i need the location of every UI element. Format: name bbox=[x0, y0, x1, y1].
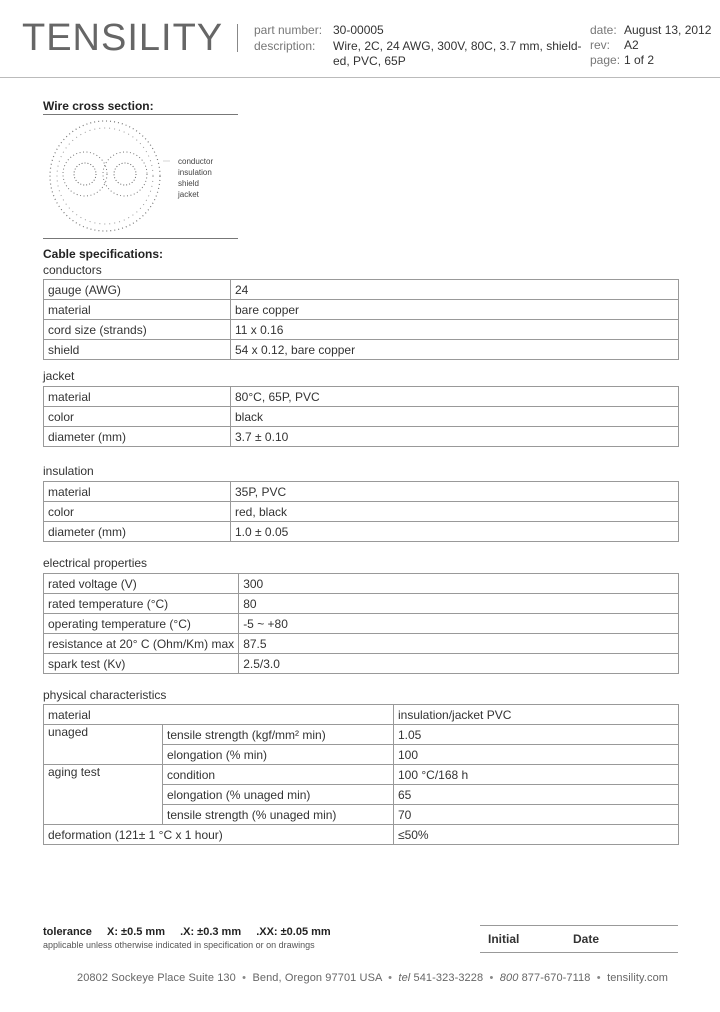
physical-table bbox=[43, 704, 679, 845]
bullet-icon: • bbox=[239, 972, 250, 984]
tolerance-xx: .X: ±0.3 mm bbox=[180, 926, 242, 938]
spec-label: operating temperature (°C) bbox=[44, 614, 239, 634]
table-row bbox=[44, 765, 679, 785]
spec-value: 11 x 0.16 bbox=[231, 320, 679, 340]
signoff-initial-label: Initial bbox=[488, 932, 520, 946]
table-row bbox=[44, 320, 679, 340]
insulation-right bbox=[103, 152, 147, 196]
table-row bbox=[44, 725, 679, 745]
footer-tel-label: tel bbox=[398, 972, 411, 984]
spec-value: 100 °C/168 h bbox=[394, 765, 679, 785]
rev-value: A2 bbox=[624, 38, 639, 52]
spec-value: 24 bbox=[231, 280, 679, 300]
spec-value: 70 bbox=[394, 805, 679, 825]
jacket-outline bbox=[50, 121, 160, 231]
physical-label: physical characteristics bbox=[43, 688, 167, 702]
date-label: date: bbox=[590, 23, 617, 37]
legend-insulation: insulation bbox=[178, 168, 212, 177]
spec-value: 80°C, 65P, PVC bbox=[231, 387, 679, 407]
spec-value: 1.0 ± 0.05 bbox=[231, 522, 679, 542]
conductors-label: conductors bbox=[43, 263, 102, 277]
shield-outline bbox=[57, 128, 153, 224]
cable-specs-title: Cable specifications: bbox=[43, 247, 164, 261]
material-label: material bbox=[44, 705, 394, 725]
part-number-label: part number: bbox=[254, 23, 323, 37]
cross-section-legend bbox=[178, 156, 213, 200]
cross-section-title: Wire cross section: bbox=[43, 99, 154, 113]
spec-value: 300 bbox=[239, 574, 679, 594]
spec-value: -5 ~ +80 bbox=[239, 614, 679, 634]
spec-label: material bbox=[44, 300, 231, 320]
date-value: August 13, 2012 bbox=[624, 23, 712, 37]
spec-label: diameter (mm) bbox=[44, 522, 231, 542]
electrical-table bbox=[43, 573, 679, 674]
aging-test-label: aging test bbox=[44, 765, 163, 825]
spec-label: rated voltage (V) bbox=[44, 574, 239, 594]
bullet-icon: • bbox=[486, 972, 497, 984]
table-row bbox=[44, 407, 679, 427]
spec-label: cord size (strands) bbox=[44, 320, 231, 340]
table-row bbox=[44, 340, 679, 360]
conductor-right bbox=[114, 163, 136, 185]
spec-label: condition bbox=[163, 765, 394, 785]
table-row bbox=[44, 654, 679, 674]
spec-label: diameter (mm) bbox=[44, 427, 231, 447]
tolerance-x: X: ±0.5 mm bbox=[106, 926, 165, 938]
page-value: 1 of 2 bbox=[624, 53, 655, 67]
bullet-icon: • bbox=[385, 972, 396, 984]
deformation-value: ≤50% bbox=[394, 825, 679, 845]
description-label: description: bbox=[254, 39, 316, 53]
insulation-left bbox=[63, 152, 107, 196]
deformation-label: deformation (121± 1 °C x 1 hour) bbox=[44, 825, 394, 845]
table-row bbox=[44, 825, 679, 845]
footer-web-link[interactable]: tensility.com bbox=[607, 972, 669, 984]
spec-value: 2.5/3.0 bbox=[239, 654, 679, 674]
signoff-date-label: Date bbox=[573, 932, 600, 946]
material-value: insulation/jacket PVC bbox=[394, 705, 679, 725]
footer-address: 20802 Sockeye Place Suite 130 bbox=[77, 972, 236, 984]
spec-value: 54 x 0.12, bare copper bbox=[231, 340, 679, 360]
spec-label: elongation (% min) bbox=[163, 745, 394, 765]
insulation-label: insulation bbox=[43, 464, 94, 478]
conductor-left bbox=[74, 163, 96, 185]
footer-tollfree-label: 800 bbox=[499, 972, 519, 984]
header-divider bbox=[237, 24, 238, 52]
table-row bbox=[44, 280, 679, 300]
legend-shield: shield bbox=[178, 179, 199, 188]
spec-value: bare copper bbox=[231, 300, 679, 320]
table-row bbox=[44, 634, 679, 654]
electrical-label: electrical properties bbox=[43, 556, 148, 570]
table-row bbox=[44, 300, 679, 320]
spec-value: red, black bbox=[231, 502, 679, 522]
legend-jacket: jacket bbox=[178, 190, 199, 199]
company-logo: TENSILITY bbox=[22, 17, 224, 59]
table-row bbox=[44, 482, 679, 502]
description-line-2: ed, PVC, 65P bbox=[333, 54, 406, 68]
unaged-label: unaged bbox=[44, 725, 163, 765]
spec-label: elongation (% unaged min) bbox=[163, 785, 394, 805]
spec-value: 87.5 bbox=[239, 634, 679, 654]
signoff-rule-top bbox=[480, 925, 678, 926]
legend-conductor: conductor bbox=[178, 157, 214, 166]
conductors-table bbox=[43, 279, 679, 360]
table-row bbox=[44, 502, 679, 522]
spec-label: resistance at 20° C (Ohm/Km) max bbox=[44, 634, 239, 654]
insulation-table bbox=[43, 481, 679, 542]
cable-cross-section-diagram bbox=[45, 116, 170, 236]
cross-section-rule-bottom bbox=[43, 238, 238, 239]
jacket-label: jacket bbox=[43, 369, 75, 383]
spec-value: 35P, PVC bbox=[231, 482, 679, 502]
bullet-icon: • bbox=[593, 972, 604, 984]
header-rule bbox=[0, 77, 720, 78]
footer-city: Bend, Oregon 97701 USA bbox=[252, 972, 382, 984]
spec-value: 1.05 bbox=[394, 725, 679, 745]
cross-section-rule-top bbox=[43, 114, 238, 115]
table-row bbox=[44, 522, 679, 542]
spec-label: tensile strength (% unaged min) bbox=[163, 805, 394, 825]
spec-label: tensile strength (kgf/mm² min) bbox=[163, 725, 394, 745]
spec-value: 100 bbox=[394, 745, 679, 765]
jacket-table bbox=[43, 386, 679, 447]
spec-label: rated temperature (°C) bbox=[44, 594, 239, 614]
tolerance-note: applicable unless otherwise indicated in specification or on drawings bbox=[43, 940, 315, 950]
spec-label: color bbox=[44, 502, 231, 522]
spec-label: spark test (Kv) bbox=[44, 654, 239, 674]
tolerance-label: tolerance bbox=[43, 926, 92, 938]
table-row bbox=[44, 574, 679, 594]
spec-label: shield bbox=[44, 340, 231, 360]
rev-label: rev: bbox=[590, 38, 611, 52]
table-row bbox=[44, 594, 679, 614]
description-line-1: Wire, 2C, 24 AWG, 300V, 80C, 3.7 mm, shield- bbox=[333, 39, 582, 53]
page-label: page: bbox=[590, 53, 621, 67]
tolerance-line bbox=[43, 926, 331, 938]
footer-tollfree: 877-670-7118 bbox=[521, 972, 591, 984]
spec-label: material bbox=[44, 387, 231, 407]
spec-label: material bbox=[44, 482, 231, 502]
spec-value: black bbox=[231, 407, 679, 427]
table-row bbox=[44, 614, 679, 634]
footer-contact bbox=[77, 972, 668, 984]
footer-tel: 541-323-3228 bbox=[413, 972, 484, 984]
table-row bbox=[44, 387, 679, 407]
spec-label: gauge (AWG) bbox=[44, 280, 231, 300]
spec-label: color bbox=[44, 407, 231, 427]
table-row bbox=[44, 427, 679, 447]
signoff-rule-bottom bbox=[480, 952, 678, 953]
table-row bbox=[44, 705, 679, 725]
spec-value: 80 bbox=[239, 594, 679, 614]
part-number-value: 30-00005 bbox=[333, 23, 384, 37]
tolerance-xxx: .XX: ±0.05 mm bbox=[256, 926, 331, 938]
spec-value: 3.7 ± 0.10 bbox=[231, 427, 679, 447]
spec-value: 65 bbox=[394, 785, 679, 805]
